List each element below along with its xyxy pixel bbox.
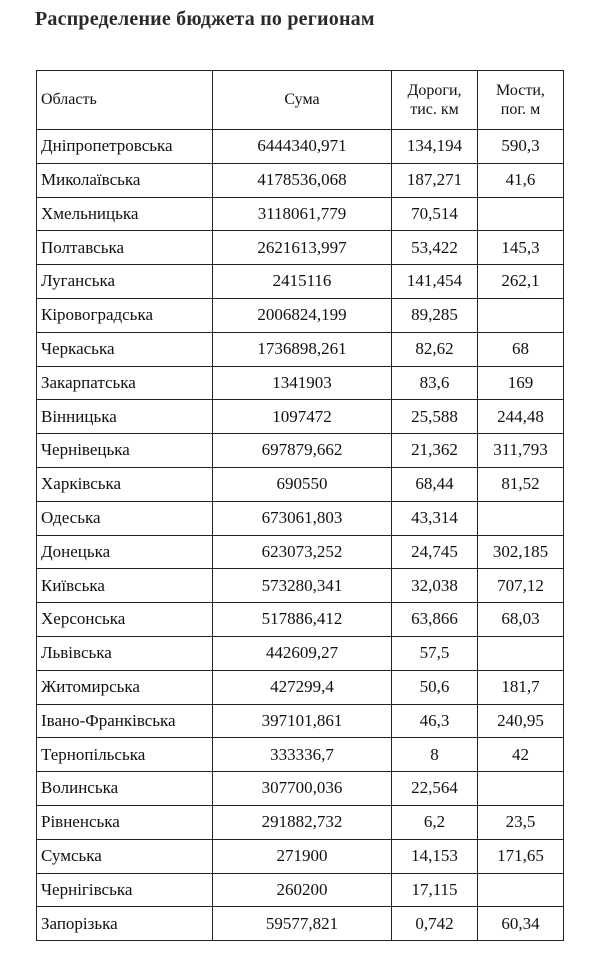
cell-roads: 134,194	[392, 130, 478, 164]
cell-roads: 187,271	[392, 163, 478, 197]
header-sum: Сума	[213, 71, 392, 130]
cell-bridges: 68,03	[478, 603, 564, 637]
table-row	[37, 603, 564, 637]
table-row	[37, 636, 564, 670]
cell-bridges: 590,3	[478, 130, 564, 164]
table-row	[37, 366, 564, 400]
table-header-row	[37, 71, 564, 130]
cell-sum: 623073,252	[213, 535, 392, 569]
cell-roads: 89,285	[392, 298, 478, 332]
cell-roads: 46,3	[392, 704, 478, 738]
cell-sum: 3118061,779	[213, 197, 392, 231]
cell-bridges: 60,34	[478, 907, 564, 941]
table-row	[37, 298, 564, 332]
table-body	[37, 130, 564, 941]
cell-region: Житомирська	[37, 670, 213, 704]
page-title: Распределение бюджета по регионам	[35, 8, 375, 30]
table-row	[37, 704, 564, 738]
cell-sum: 2621613,997	[213, 231, 392, 265]
table-row	[37, 772, 564, 806]
cell-bridges: 302,185	[478, 535, 564, 569]
table-row	[37, 805, 564, 839]
cell-sum: 333336,7	[213, 738, 392, 772]
table-row	[37, 130, 564, 164]
table-row	[37, 873, 564, 907]
cell-sum: 1097472	[213, 400, 392, 434]
table-row	[37, 231, 564, 265]
cell-roads: 50,6	[392, 670, 478, 704]
cell-roads: 83,6	[392, 366, 478, 400]
cell-sum: 697879,662	[213, 434, 392, 468]
cell-sum: 673061,803	[213, 501, 392, 535]
cell-bridges: 145,3	[478, 231, 564, 265]
table-row	[37, 400, 564, 434]
cell-roads: 17,115	[392, 873, 478, 907]
cell-bridges: 262,1	[478, 265, 564, 299]
cell-roads: 21,362	[392, 434, 478, 468]
cell-bridges: 81,52	[478, 467, 564, 501]
header-bridges: Мости, пог. м	[478, 71, 564, 130]
cell-bridges: 41,6	[478, 163, 564, 197]
cell-region: Чернігівська	[37, 873, 213, 907]
cell-roads: 53,422	[392, 231, 478, 265]
cell-bridges	[478, 772, 564, 806]
table-row	[37, 163, 564, 197]
cell-roads: 82,62	[392, 332, 478, 366]
budget-table	[36, 70, 564, 941]
cell-roads: 32,038	[392, 569, 478, 603]
cell-sum: 517886,412	[213, 603, 392, 637]
cell-roads: 43,314	[392, 501, 478, 535]
cell-sum: 397101,861	[213, 704, 392, 738]
cell-region: Черкаська	[37, 332, 213, 366]
header-region: Область	[37, 71, 213, 130]
cell-sum: 2006824,199	[213, 298, 392, 332]
table-row	[37, 434, 564, 468]
cell-sum: 1736898,261	[213, 332, 392, 366]
table-row	[37, 907, 564, 941]
cell-region: Закарпатська	[37, 366, 213, 400]
cell-sum: 573280,341	[213, 569, 392, 603]
cell-sum: 6444340,971	[213, 130, 392, 164]
cell-region: Запорізька	[37, 907, 213, 941]
cell-roads: 14,153	[392, 839, 478, 873]
table-row	[37, 467, 564, 501]
cell-region: Луганська	[37, 265, 213, 299]
table-row	[37, 501, 564, 535]
cell-bridges: 169	[478, 366, 564, 400]
cell-sum: 690550	[213, 467, 392, 501]
cell-region: Одеська	[37, 501, 213, 535]
cell-roads: 22,564	[392, 772, 478, 806]
cell-sum: 427299,4	[213, 670, 392, 704]
header-roads: Дороги, тис. км	[392, 71, 478, 130]
cell-bridges: 171,65	[478, 839, 564, 873]
table-row	[37, 839, 564, 873]
cell-region: Харківська	[37, 467, 213, 501]
cell-region: Рівненська	[37, 805, 213, 839]
cell-bridges	[478, 197, 564, 231]
cell-bridges: 42	[478, 738, 564, 772]
cell-region: Херсонська	[37, 603, 213, 637]
cell-region: Чернівецька	[37, 434, 213, 468]
cell-roads: 141,454	[392, 265, 478, 299]
cell-sum: 442609,27	[213, 636, 392, 670]
cell-bridges: 23,5	[478, 805, 564, 839]
cell-bridges: 311,793	[478, 434, 564, 468]
cell-region: Полтавська	[37, 231, 213, 265]
cell-bridges	[478, 501, 564, 535]
cell-region: Львівська	[37, 636, 213, 670]
cell-roads: 68,44	[392, 467, 478, 501]
cell-bridges	[478, 298, 564, 332]
cell-bridges: 68	[478, 332, 564, 366]
cell-region: Дніпропетровська	[37, 130, 213, 164]
cell-region: Тернопільська	[37, 738, 213, 772]
cell-region: Івано-Франківська	[37, 704, 213, 738]
cell-roads: 70,514	[392, 197, 478, 231]
table-row	[37, 670, 564, 704]
cell-region: Хмельницька	[37, 197, 213, 231]
cell-region: Миколаївська	[37, 163, 213, 197]
cell-bridges	[478, 873, 564, 907]
cell-roads: 24,745	[392, 535, 478, 569]
cell-bridges: 707,12	[478, 569, 564, 603]
cell-region: Кіровоградська	[37, 298, 213, 332]
table-row	[37, 738, 564, 772]
cell-region: Київська	[37, 569, 213, 603]
cell-roads: 25,588	[392, 400, 478, 434]
cell-sum: 59577,821	[213, 907, 392, 941]
table-row	[37, 332, 564, 366]
cell-bridges	[478, 636, 564, 670]
cell-roads: 6,2	[392, 805, 478, 839]
cell-sum: 260200	[213, 873, 392, 907]
cell-bridges: 244,48	[478, 400, 564, 434]
cell-sum: 291882,732	[213, 805, 392, 839]
cell-sum: 307700,036	[213, 772, 392, 806]
cell-region: Донецька	[37, 535, 213, 569]
cell-region: Волинська	[37, 772, 213, 806]
cell-sum: 271900	[213, 839, 392, 873]
cell-roads: 63,866	[392, 603, 478, 637]
cell-bridges: 240,95	[478, 704, 564, 738]
cell-sum: 4178536,068	[213, 163, 392, 197]
cell-region: Сумська	[37, 839, 213, 873]
cell-region: Вінницька	[37, 400, 213, 434]
cell-bridges: 181,7	[478, 670, 564, 704]
cell-sum: 2415116	[213, 265, 392, 299]
cell-roads: 8	[392, 738, 478, 772]
cell-roads: 0,742	[392, 907, 478, 941]
cell-roads: 57,5	[392, 636, 478, 670]
table-row	[37, 197, 564, 231]
table-row	[37, 265, 564, 299]
table-row	[37, 535, 564, 569]
cell-sum: 1341903	[213, 366, 392, 400]
table-row	[37, 569, 564, 603]
